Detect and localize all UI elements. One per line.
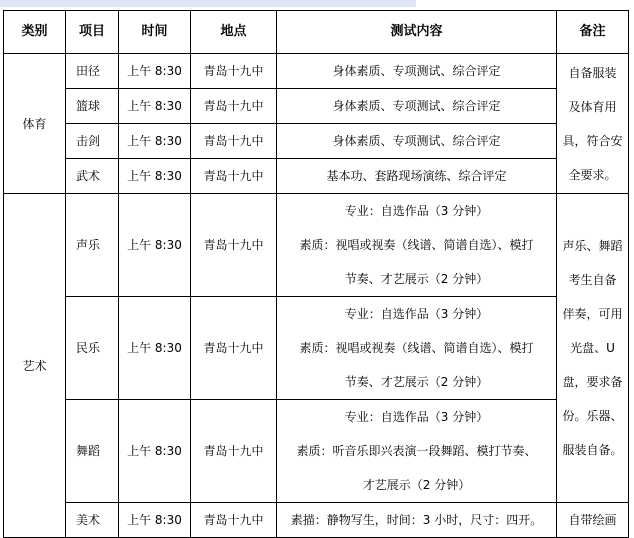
time-cell: 上午 8:30 xyxy=(119,400,191,503)
header-note: 备注 xyxy=(557,11,629,54)
item-cell: 声乐 xyxy=(66,194,119,297)
item-cell: 田径 xyxy=(66,54,119,89)
place-cell: 青岛十九中 xyxy=(191,124,277,159)
table-row xyxy=(4,159,629,194)
time-cell: 上午 8:30 xyxy=(119,194,191,297)
place-cell: 青岛十九中 xyxy=(191,400,277,503)
place-cell: 青岛十九中 xyxy=(191,54,277,89)
time-cell: 上午 8:30 xyxy=(119,297,191,400)
time-cell: 上午 8:30 xyxy=(119,159,191,194)
category-sports: 体育 xyxy=(4,54,66,194)
header-content: 测试内容 xyxy=(277,11,557,54)
table-row xyxy=(4,89,629,124)
top-highlight-bar xyxy=(0,0,416,7)
time-cell: 上午 8:30 xyxy=(119,503,191,538)
content-cell: 专业：自选作品（3 分钟） 素质：视唱或视奏（线谱、简谱自选）、模打 节奏、才艺展示（2 分钟） xyxy=(277,194,557,297)
content-cell: 身体素质、专项测试、综合评定 xyxy=(277,124,557,159)
content-cell: 专业：自选作品（3 分钟） 素质：视唱或视奏（线谱、简谱自选）、模打 节奏、才艺展示（2 分钟） xyxy=(277,297,557,400)
place-cell: 青岛十九中 xyxy=(191,503,277,538)
place-cell: 青岛十九中 xyxy=(191,89,277,124)
table-row xyxy=(4,503,629,538)
item-cell: 民乐 xyxy=(66,297,119,400)
content-cell: 素描：静物写生，时间：3 小时，尺寸：四开。 xyxy=(277,503,557,538)
table-row xyxy=(4,124,629,159)
header-item: 项目 xyxy=(66,11,119,54)
table-row xyxy=(4,194,629,297)
item-cell: 美术 xyxy=(66,503,119,538)
sports-note: 自备服装 及体育用 具，符合安 全要求。 xyxy=(557,54,629,194)
header-row xyxy=(4,11,629,54)
place-cell: 青岛十九中 xyxy=(191,194,277,297)
table-row xyxy=(4,297,629,400)
table-row xyxy=(4,54,629,89)
time-cell: 上午 8:30 xyxy=(119,124,191,159)
item-cell: 击剑 xyxy=(66,124,119,159)
header-place: 地点 xyxy=(191,11,277,54)
time-cell: 上午 8:30 xyxy=(119,89,191,124)
art-note: 自带绘画 xyxy=(557,503,629,538)
item-cell: 篮球 xyxy=(66,89,119,124)
content-cell: 基本功、套路现场演练、综合评定 xyxy=(277,159,557,194)
category-arts: 艺术 xyxy=(4,194,66,538)
header-category: 类别 xyxy=(4,11,66,54)
content-cell: 身体素质、专项测试、综合评定 xyxy=(277,54,557,89)
place-cell: 青岛十九中 xyxy=(191,297,277,400)
header-time: 时间 xyxy=(119,11,191,54)
content-cell: 身体素质、专项测试、综合评定 xyxy=(277,89,557,124)
time-cell: 上午 8:30 xyxy=(119,54,191,89)
item-cell: 武术 xyxy=(66,159,119,194)
item-cell: 舞蹈 xyxy=(66,400,119,503)
table-row xyxy=(4,400,629,503)
place-cell: 青岛十九中 xyxy=(191,159,277,194)
exam-schedule-table xyxy=(3,10,629,538)
arts-note: 声乐、舞蹈 考生自备 伴奏，可用 光盘、U 盘，要求备 份。乐器、 服装自备。 xyxy=(557,194,629,503)
content-cell: 专业：自选作品（3 分钟） 素质：听音乐即兴表演一段舞蹈、模打节奏、 才艺展示（2 分钟） xyxy=(277,400,557,503)
